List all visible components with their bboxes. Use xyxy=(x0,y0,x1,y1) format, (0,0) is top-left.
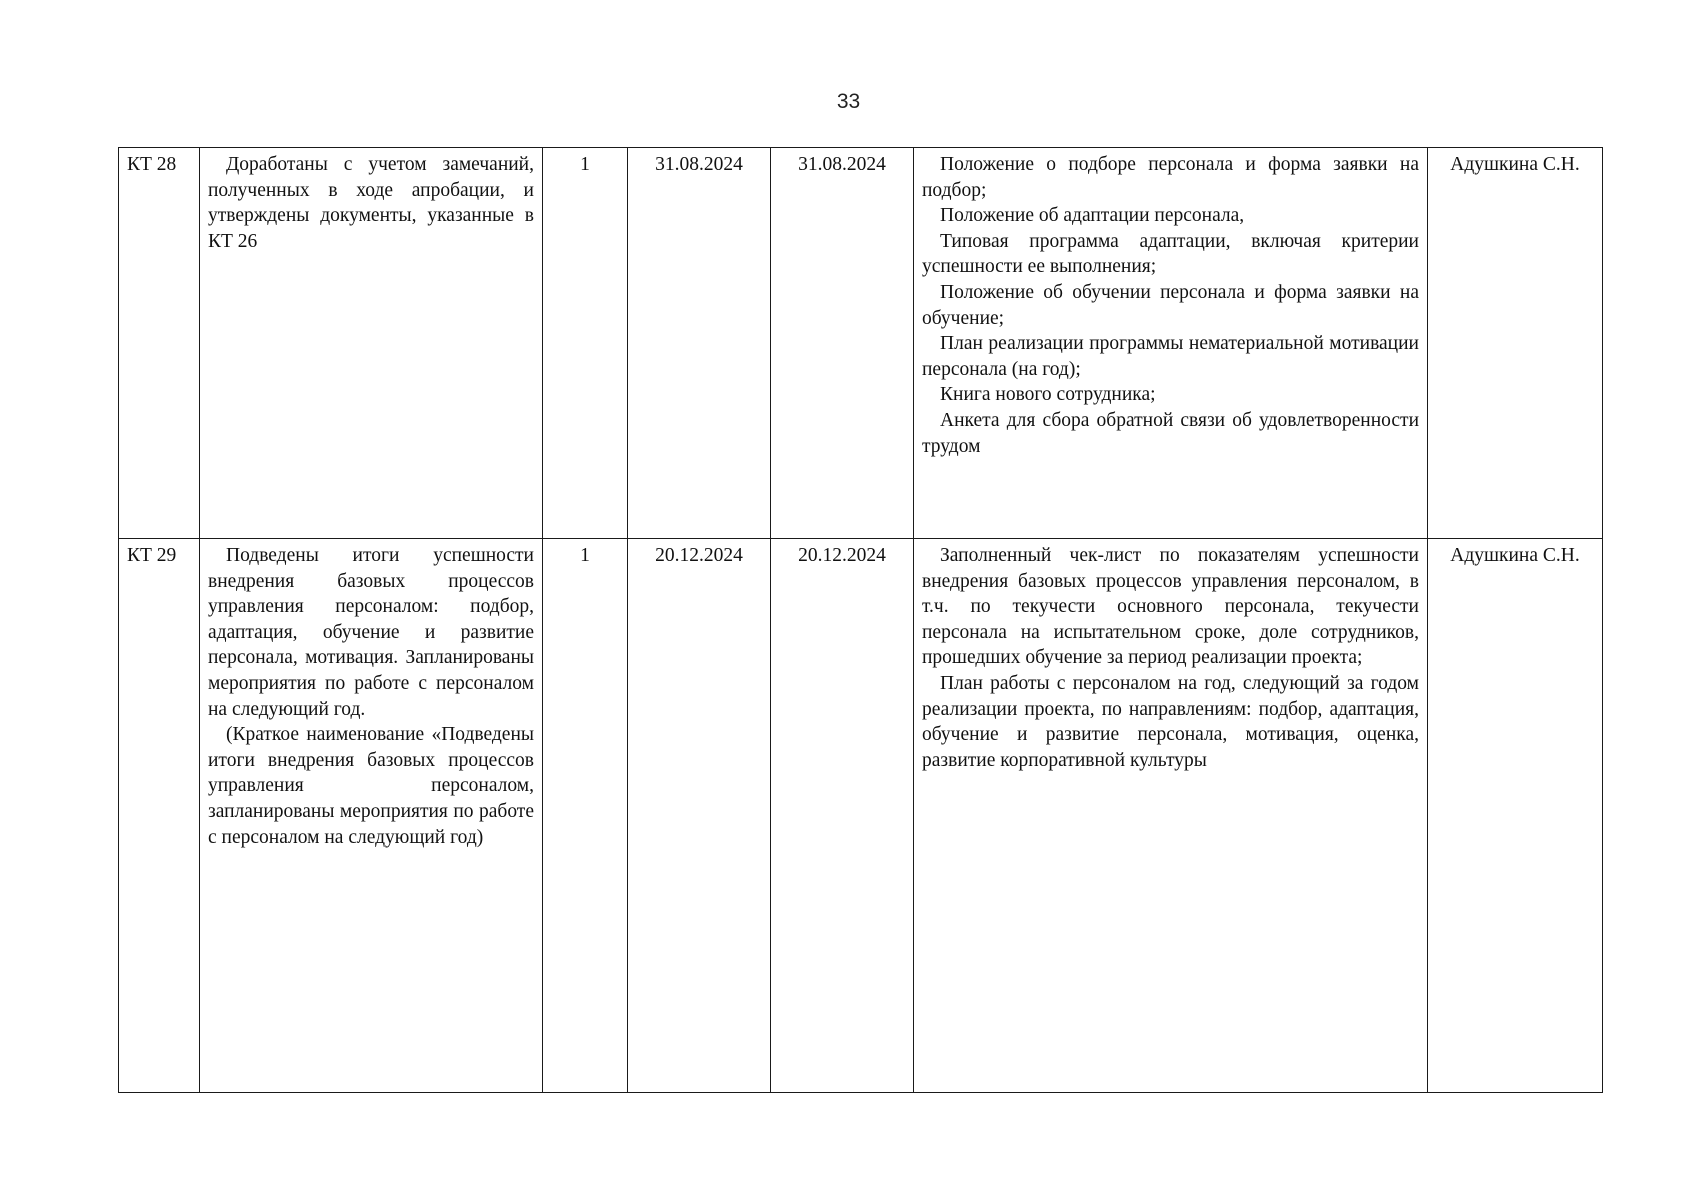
checkpoint-name-paragraph: Доработаны с учетом замечаний, полученных в ходе апробации, и утверждены документы, указанные в КТ 26 xyxy=(208,154,534,252)
checkpoint-end-date: 31.08.2024 xyxy=(771,148,914,539)
document-item: План работы с персоналом на год, следующий за годом реализации проекта, по направлениям: подбор, адаптация, обучение и развитие персонала, мотивация, оценка, развитие корпоративной культуры xyxy=(922,672,1419,771)
milestones-table xyxy=(118,147,1603,1093)
document-item: Анкета для сбора обратной связи об удовлетворенности трудом xyxy=(922,409,1419,457)
document-item: Положение о подборе персонала и форма заявки на подбор; xyxy=(922,154,1419,201)
table-row xyxy=(119,539,1603,1093)
document-item: Положение об обучении персонала и форма заявки на обучение; xyxy=(922,281,1419,329)
page-number: 33 xyxy=(836,90,861,113)
checkpoint-name xyxy=(200,539,543,1093)
checkpoint-responsible: Адушкина С.Н. xyxy=(1428,539,1603,1093)
checkpoint-quantity: 1 xyxy=(543,539,628,1093)
document-item: Заполненный чек-лист по показателям успешности внедрения базовых процессов управления персоналом, в т.ч. по текучести основного персонала, текучести персонала на испытательном сроке, доле сотрудников, прошедших обучение за период реализации проекта; xyxy=(922,545,1419,669)
document-item: Книга нового сотрудника; xyxy=(940,384,1156,406)
checkpoint-end-date: 20.12.2024 xyxy=(771,539,914,1093)
document-item: План реализации программы нематериальной мотивации персонала (на год); xyxy=(922,333,1419,380)
checkpoint-code: КТ 29 xyxy=(119,539,200,1093)
checkpoint-quantity: 1 xyxy=(543,148,628,539)
document-item: Типовая программа адаптации, включая критерии успешности ее выполнения; xyxy=(922,230,1419,278)
checkpoint-name-paragraph: Подведены итоги успешности внедрения базовых процессов управления персоналом: подбор, адаптация, обучение и развитие персонала, мотивация. Запланированы мероприятия по работе с персоналом на следующий год. xyxy=(208,545,534,720)
checkpoint-name xyxy=(200,148,543,539)
checkpoint-code: КТ 28 xyxy=(119,148,200,539)
checkpoint-start-date: 31.08.2024 xyxy=(628,148,771,539)
checkpoint-start-date: 20.12.2024 xyxy=(628,539,771,1093)
checkpoint-name-paragraph: (Краткое наименование «Подведены итоги внедрения базовых процессов управления персоналом, запланированы мероприятия по работе с персоналом на следующий год) xyxy=(208,724,534,848)
checkpoint-responsible: Адушкина С.Н. xyxy=(1428,148,1603,539)
table-row xyxy=(119,148,1603,539)
document-item: Положение об адаптации персонала, xyxy=(940,205,1245,227)
checkpoint-documents xyxy=(914,148,1428,539)
checkpoint-documents xyxy=(914,539,1428,1093)
